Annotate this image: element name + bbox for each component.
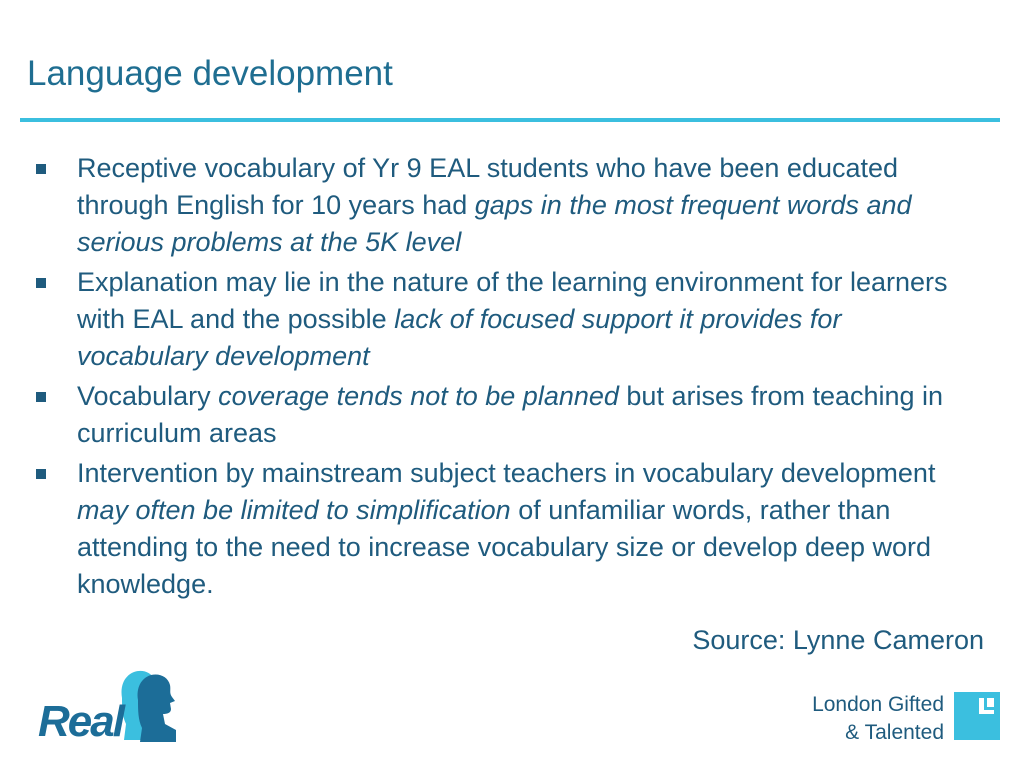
lgt-logo-line2: & Talented [845,721,944,744]
bullet-text-tail: of unfamiliar words, rather than attending to the need to increase vocabulary size or develop deep word knowledge. [77,495,932,599]
bullet-item [34,264,974,375]
lgt-logo-text [812,691,944,747]
bullet-list [34,150,974,606]
bullet-text: Intervention by mainstream subject teachers in vocabulary development [77,458,936,488]
lgt-logo-line1: London Gifted [812,693,944,716]
bullet-emphasis: coverage tends not to be planned [218,381,619,411]
source-citation: Source: Lynne Cameron [692,625,984,655]
square-bullet-icon [36,278,46,288]
square-bullet-icon [36,164,46,174]
bullet-text: Explanation may lie in the nature of the learning environment for learners with EAL and the possible [77,267,948,334]
slide-title: Language development [27,54,393,93]
bullet-text: Vocabulary [77,381,219,411]
bullet-emphasis: may often be limited to simplification [77,495,511,525]
real-logo [36,660,176,742]
bullet-item [34,150,974,261]
bullet-emphasis: lack of focused support it provides for vocabulary development [77,304,842,371]
real-logo-wordmark: Real [38,697,123,742]
two-heads-profile-icon [122,671,177,742]
square-bullet-icon [36,392,46,402]
square-bullet-icon [36,469,46,479]
bullet-text: Receptive vocabulary of Yr 9 EAL students who have been educated through English for 10 years had [77,153,899,220]
title-divider [20,118,1000,122]
bullet-text-tail: but arises from teaching in curriculum areas [77,381,944,448]
lgt-square-mark-icon [954,692,1000,740]
bullet-emphasis: gaps in the most frequent words and serious problems at the 5K level [77,190,912,257]
bullet-item [34,455,974,603]
bullet-item [34,378,974,452]
